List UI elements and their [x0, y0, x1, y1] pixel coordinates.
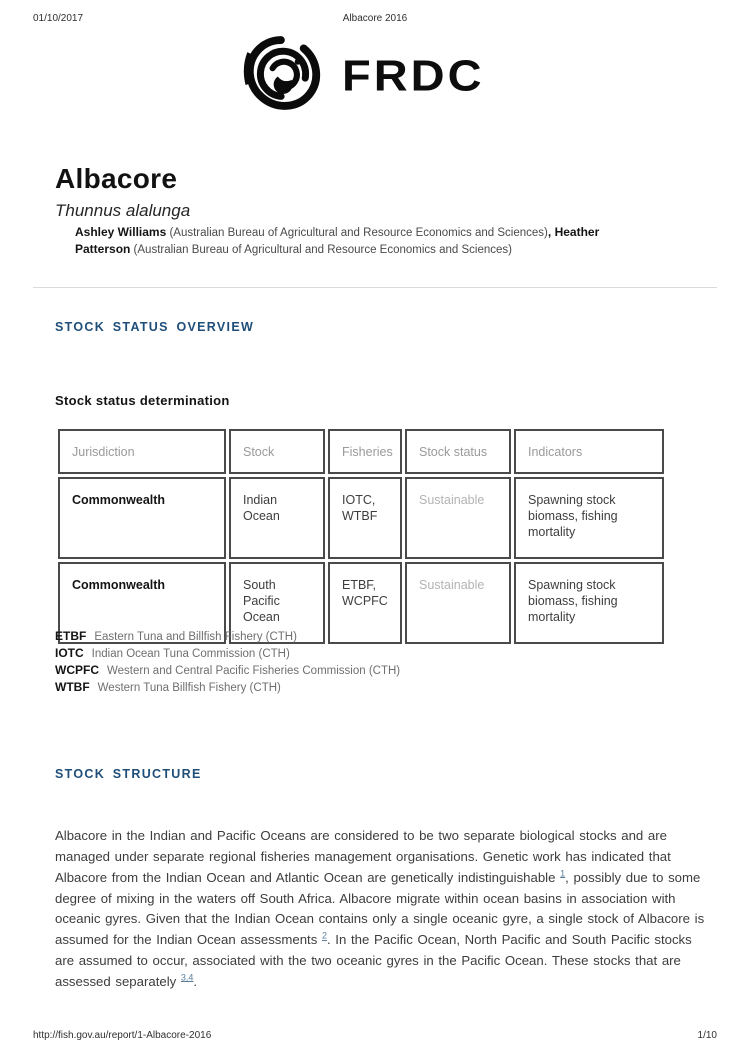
- legend-abbr: WCPFC: [55, 663, 99, 677]
- column-header-jurisdiction: Jurisdiction: [58, 429, 226, 474]
- footer-page-number: 1/10: [697, 1030, 717, 1041]
- cell-stock-status: Sustainable: [405, 477, 511, 559]
- cell-indicators: Spawning stock biomass, fishing mortality: [514, 562, 664, 644]
- paragraph-text: .: [193, 973, 198, 989]
- paragraph-text: . In the Pacific Ocean, North Pacific and South Pacific stocks are assumed to occur, associated with the two oceanic gyres in the Pacific Ocean. These stocks that are assessed separately: [55, 932, 692, 989]
- legend-abbr: WTBF: [55, 680, 90, 694]
- section-heading-stock-structure: STOCK STRUCTURE: [55, 767, 202, 781]
- column-header-stock-status: Stock status: [405, 429, 511, 474]
- cell-jurisdiction: Commonwealth: [58, 562, 226, 644]
- legend-item: [55, 645, 400, 662]
- table-header-row: [58, 429, 664, 474]
- column-header-fisheries: Fisheries: [328, 429, 402, 474]
- stock-structure-paragraph: [55, 826, 707, 992]
- cell-fisheries: ETBF, WCPFC: [328, 562, 402, 644]
- footnote-link-1[interactable]: 1: [560, 868, 566, 879]
- legend-abbr: ETBF: [55, 629, 87, 643]
- stock-status-table: [55, 426, 667, 647]
- fishery-legend: [55, 628, 400, 696]
- legend-def: Indian Ocean Tuna Commission (CTH): [91, 648, 290, 660]
- legend-def: Eastern Tuna and Billfish Fishery (CTH): [94, 631, 297, 643]
- author-name-1: Ashley Williams: [75, 225, 167, 239]
- footnote-link-3-4[interactable]: 3,4: [180, 972, 194, 983]
- section-divider: [33, 287, 717, 288]
- page-title: Albacore: [55, 163, 178, 194]
- paragraph-text: , possibly due to some degree of mixing in the waters off South Africa. Albacore migrate within ocean basins in association with oceanic gyres. Given that the Indian Ocean contains only a single oceanic gyre, a single stock of Albacore is assumed for the Indian Ocean assessments: [55, 869, 705, 948]
- footnote-ref: [181, 972, 194, 982]
- authors-line: [75, 224, 642, 258]
- cell-stock: South Pacific Ocean: [229, 562, 325, 644]
- footnote-link-2[interactable]: 2: [321, 930, 327, 941]
- cell-fisheries: IOTC, WTBF: [328, 477, 402, 559]
- section-heading-stock-status-overview: STOCK STATUS OVERVIEW: [55, 320, 255, 334]
- legend-item: [55, 679, 400, 696]
- table-row: [58, 477, 664, 559]
- column-header-indicators: Indicators: [514, 429, 664, 474]
- legend-abbr: IOTC: [55, 646, 84, 660]
- cell-jurisdiction: Commonwealth: [58, 477, 226, 559]
- legend-def: Western and Central Pacific Fisheries Commission (CTH): [107, 665, 401, 677]
- author-affiliation-1: (Australian Bureau of Agricultural and Resource Economics and Sciences): [166, 227, 548, 239]
- shell-spiral-icon: [236, 33, 330, 118]
- cell-indicators: Spawning stock biomass, fishing mortality: [514, 477, 664, 559]
- authors-separator: ,: [547, 225, 555, 239]
- subheading-stock-status-determination: Stock status determination: [55, 393, 230, 408]
- species-name: Thunnus alalunga: [55, 201, 191, 220]
- author-affiliation-2: (Australian Bureau of Agricultural and Resource Economics and Sciences): [130, 244, 512, 256]
- legend-item: [55, 628, 400, 645]
- legend-item: [55, 662, 400, 679]
- header-doc-title: Albacore 2016: [342, 13, 408, 24]
- author-name-2: Heather Patterson: [75, 225, 600, 256]
- brand-text: FRDC: [342, 51, 485, 100]
- footer-url: http://fish.gov.au/report/1-Albacore-2016: [33, 1030, 212, 1041]
- frdc-logo: [236, 33, 485, 118]
- cell-stock: Indian Ocean: [229, 477, 325, 559]
- header-date: 01/10/2017: [33, 13, 84, 24]
- paragraph-text: Albacore in the Indian and Pacific Oceans are considered to be two separate biological stocks and are managed under separate regional fisheries management organisations. Genetic work has indicated that Albacore from the Indian Ocean and Atlantic Ocean are genetically indistinguishable: [55, 828, 671, 885]
- legend-def: Western Tuna Billfish Fishery (CTH): [97, 682, 281, 694]
- cell-stock-status: Sustainable: [405, 562, 511, 644]
- column-header-stock: Stock: [229, 429, 325, 474]
